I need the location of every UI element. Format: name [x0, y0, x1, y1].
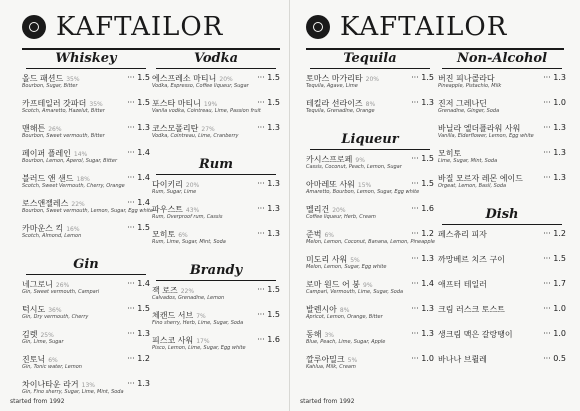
menu-item-description: Gin, Sweet vermouth, Campari [22, 289, 100, 295]
menu-item [22, 123, 150, 148]
menu-item [22, 173, 150, 198]
menu-item-name-text: 모히토 [438, 149, 462, 158]
menu-item-name-text: 로마 원드 어 붕 [306, 280, 360, 289]
menu-item-abv: 6% [324, 232, 334, 239]
menu-item-name-text: 바닐라 엘더플라워 사워 [438, 124, 521, 133]
menu-item-name-text: 파우스트 [152, 205, 183, 214]
section-title-rule [442, 224, 562, 225]
menu-item-price: ··· 1.5 [127, 304, 150, 313]
menu-item [22, 73, 150, 98]
menu-item [152, 179, 280, 204]
menu-item-abv: 9% [363, 282, 373, 289]
menu-item-abv: 43% [185, 207, 200, 214]
menu-item-description: Amaretto, Bourbon, Lemon, Sugar, Egg white [306, 189, 420, 195]
footer-text: started from 1992 [10, 398, 65, 405]
menu-item-description: Grenadine, Ginger, Soda [438, 108, 500, 114]
menu-item [438, 148, 566, 173]
menu-item-description: Rum, Sugar, Lime [152, 189, 197, 195]
menu-item-price: ··· 1.5 [543, 254, 566, 263]
menu-item-price: ··· 1.3 [257, 204, 280, 213]
menu-item [152, 73, 280, 98]
menu-item-price: ··· 1.5 [257, 98, 280, 107]
menu-item-price: ··· 1.2 [127, 354, 150, 363]
menu-item-abv: 20% [185, 182, 200, 189]
menu-item [438, 123, 566, 148]
menu-item-name-text: 생크림 맥은 갈랑땡이 [438, 330, 513, 339]
menu-item-abv: 26% [55, 282, 70, 289]
menu-item-description: Bourbon, Sugar, Bitter [22, 83, 78, 89]
menu-item [152, 285, 280, 310]
section-title-rule [310, 68, 430, 69]
menu-item-abv: 19% [203, 101, 218, 108]
menu-item-name-text: 올드 패션드 [22, 74, 64, 83]
section-title: Tequila [343, 51, 397, 66]
menu-item-description: Pineapple, Pistachio, Milk [438, 83, 502, 89]
menu-item-name-text: 발렌시아 [306, 305, 337, 314]
header [22, 10, 280, 48]
menu-item [306, 254, 434, 279]
menu-item-name-text: 크림 러스크 토스트 [438, 305, 505, 314]
menu-item-abv: 6% [48, 357, 58, 364]
menu-item-abv: 26% [48, 126, 62, 133]
menu-item-name-text: 잭 로즈 [152, 286, 178, 295]
menu-item-name-text: 로스앤젤레스 [22, 199, 69, 208]
menu-item-description: Orgeat, Lemon, Basil, Soda [438, 183, 507, 189]
menu-item [306, 204, 434, 229]
menu-item-price: ··· 1.4 [411, 279, 434, 288]
menu-item [438, 329, 566, 354]
menu-item-description: Vanilla, Elderflower, Lemon, Egg white [438, 133, 534, 139]
menu-item-price: ··· 1.5 [127, 98, 150, 107]
menu-item-description: Tequila, Agave, Lime [306, 83, 358, 89]
menu-item-price: ··· 1.3 [411, 304, 434, 313]
menu-item-name-text: 맨해튼 [22, 124, 46, 133]
menu-item [306, 279, 434, 304]
menu-item-abv: 3% [324, 332, 334, 339]
menu-item-description: Vodka, Espresso, Coffee liqueur, Sugar [152, 83, 249, 89]
menu-item-description: Lime, Sugar, Mint, Soda [438, 158, 498, 164]
menu-item-description: Pisco, Lemon, Lime, Sugar, Egg white [152, 345, 246, 351]
menu-item-description: Bourbon, Sweet vermouth, Bitter [22, 133, 105, 139]
menu-item [306, 179, 434, 204]
menu-item-abv: 16% [66, 226, 80, 233]
section-title: Non-Alcohol [456, 51, 548, 66]
menu-item-price: ··· 1.5 [411, 73, 434, 82]
menu-item-name-text: 포스타 마티니 [152, 99, 201, 108]
menu-item-description: Gin, Lime, Sugar [22, 339, 64, 345]
menu-item-name-text: 네그로니 [22, 280, 53, 289]
menu-item-description: Melon, Lemon, Sugar, Egg white [306, 264, 387, 270]
menu-item-abv: 22% [180, 288, 195, 295]
menu-item-abv: 14% [73, 151, 88, 158]
menu-item-price: ··· 1.4 [127, 279, 150, 288]
menu-item-abv: 15% [357, 182, 372, 189]
menu-item-description: Gin, Dry vermouth, Cherry [22, 314, 89, 320]
menu-item-name-text: 에스프레소 마티니 [152, 74, 217, 83]
section-title-rule [310, 149, 430, 150]
menu-item-price: ··· 1.5 [257, 73, 280, 82]
menu-item-price: ··· 1.3 [257, 179, 280, 188]
menu-item-abv: 5% [350, 257, 360, 264]
menu-item-price: ··· 1.5 [127, 73, 150, 82]
menu-item-price: ··· 1.4 [127, 173, 150, 182]
section-title-rule [156, 174, 276, 175]
menu-item-price: ··· 1.3 [411, 254, 434, 263]
header [306, 10, 564, 48]
menu-item-abv: 20% [365, 76, 379, 83]
column-right-2 [438, 50, 566, 379]
menu-item-abv: 35% [66, 76, 80, 83]
menu-item-description: Scotch, Amaretto, Hazelut, Bitter [22, 108, 105, 114]
brand-title: KAFTAILOR [56, 12, 224, 42]
menu-item-name-text: 까망베르 치즈 구이 [438, 255, 505, 264]
menu-item-name [438, 279, 490, 290]
menu-item-description: Cassis, Coconut, Peach, Lemon, Sugar [306, 164, 402, 170]
menu-item-description: Rum, Overproof rum, Cassis [152, 214, 223, 220]
menu-item [306, 354, 434, 379]
menu-item [306, 154, 434, 179]
menu-item [438, 229, 566, 254]
menu-item [22, 148, 150, 173]
menu-item [152, 335, 280, 360]
menu-item-description: Campari, Vermouth, Lime, Sugar, Soda [306, 289, 404, 295]
section-title: Brandy [189, 263, 243, 278]
menu-item [152, 310, 280, 335]
menu-item-price: ··· 1.0 [411, 354, 434, 363]
menu-item-abv: 18% [76, 176, 90, 183]
menu-item [438, 304, 566, 329]
menu-item-price: ··· 1.5 [127, 223, 150, 232]
column-left-2 [152, 50, 280, 360]
menu-item-abv: 6% [178, 232, 188, 239]
menu-item-name-text: 준벅 [306, 230, 322, 239]
section-title-rule [156, 68, 276, 69]
menu-item-price: ··· 1.6 [257, 335, 280, 344]
menu-item-description: Melon, Lemon, Coconut, Banana, Lemon, Pineapple [306, 239, 435, 245]
menu-item [306, 304, 434, 329]
menu-item-price: ··· 1.0 [543, 304, 566, 313]
menu-item-abv: 17% [196, 338, 210, 345]
menu-item [306, 229, 434, 254]
menu-item-name-text: 턱시도 [22, 305, 46, 314]
menu-item-price: ··· 1.6 [411, 204, 434, 213]
menu-item-price: ··· 1.4 [127, 148, 150, 157]
menu-item [152, 204, 280, 229]
menu-item-description: Blue, Peach, Lime, Sugar, Apple [306, 339, 386, 345]
menu-item [438, 279, 566, 304]
section-rum [152, 156, 280, 254]
menu-item-description: Fino sherry, Herb, Lime, Sugar, Soda [152, 320, 244, 326]
menu-item [22, 354, 150, 379]
section-whiskey [22, 50, 154, 248]
menu-item-description: Apricot, Lemon, Orange, Bitter [306, 314, 383, 320]
menu-item-price: ··· 1.7 [543, 279, 566, 288]
menu-item-price: ··· 1.5 [257, 285, 280, 294]
menu-item [438, 254, 566, 279]
menu-item-description: Rum, Lime, Sugar, Mint, Soda [152, 239, 226, 245]
menu-item-price: ··· 1.3 [411, 329, 434, 338]
menu-item-name-text: 피스코 사워 [152, 336, 194, 345]
menu-item-name [438, 304, 508, 315]
brand-title: KAFTAILOR [340, 12, 508, 42]
menu-item-name-text: 토마스 마가리타 [306, 74, 363, 83]
menu-item [438, 98, 566, 123]
menu-item-name-text: 차이나타운 라거 [22, 380, 79, 389]
menu-item [438, 173, 566, 198]
menu-item-price: ··· 1.3 [257, 229, 280, 238]
menu-item-name-text: 진토닉 [22, 355, 46, 364]
menu-item-description: Vanila vodka, Cointreau, Lime, Passion fruit [152, 108, 261, 114]
menu-item-name-text: 버진 피나콜라다 [438, 74, 495, 83]
menu-item-description: Vodka, Cointreau, Lime, Cranberry [152, 133, 239, 139]
menu-item-description: Gin, Fino sherry, Sugar, Lime, Mint, Soda [22, 389, 124, 395]
menu-page-right [290, 0, 580, 411]
column-right-1 [306, 50, 434, 379]
menu-item-name-text: 블러드 앤 샌드 [22, 174, 74, 183]
section-gin [22, 256, 150, 404]
menu-item-price: ··· 1.3 [543, 173, 566, 182]
menu-item [22, 304, 150, 329]
section-title-rule [442, 68, 562, 69]
menu-item [22, 279, 150, 304]
menu-item-abv: 13% [81, 382, 95, 389]
menu-item [306, 329, 434, 354]
logo-icon [22, 15, 46, 39]
menu-item-price: ··· 1.3 [411, 98, 434, 107]
menu-item-price: ··· 1.5 [411, 179, 434, 188]
section-title: Vodka [193, 51, 239, 66]
section-title: Rum [198, 157, 233, 172]
menu-item-description: Gin, Tonic water, Lemon [22, 364, 82, 370]
menu-item-name-text: 페스츄리 피자 [438, 230, 487, 239]
menu-item [22, 198, 154, 223]
menu-item-description: Scotch, Sweet Vermouth, Cherry, Orange [22, 183, 125, 189]
section-liqueur [306, 131, 434, 379]
section-brandy [152, 262, 280, 360]
menu-item-name-text: 김렛 [22, 330, 38, 339]
menu-item-name-text: 애프터 테일러 [438, 280, 487, 289]
menu-item-name-text: 다이키리 [152, 180, 183, 189]
section-vodka [152, 50, 280, 148]
menu-item-price: ··· 1.5 [257, 310, 280, 319]
section-title-rule [156, 280, 276, 281]
section-dish [438, 206, 566, 379]
menu-item-description: Coffee liqueur, Herb, Cream [306, 214, 376, 220]
menu-item [438, 73, 566, 98]
menu-item-name-text: 멜리건 [306, 205, 330, 214]
menu-item-abv: 20% [332, 207, 346, 214]
menu-item-name-text: 모히토 [152, 230, 176, 239]
menu-item-description: Kahlua, Milk, Cream [306, 364, 356, 370]
menu-item-price: ··· 1.3 [127, 123, 150, 132]
menu-item-name [438, 329, 516, 340]
menu-item-abv: 7% [196, 313, 206, 320]
menu-item-name-text: 코스모폴리탄 [152, 124, 199, 133]
menu-item-name [438, 354, 490, 365]
menu-item [438, 354, 566, 379]
menu-item [306, 98, 434, 123]
menu-item-name [438, 254, 508, 265]
menu-item-price: ··· 1.3 [543, 73, 566, 82]
menu-item-price: ··· 1.3 [543, 148, 566, 157]
menu-item-price: ··· 1.0 [543, 329, 566, 338]
menu-item-name-text: 카프테일러 갓파더 [22, 99, 87, 108]
menu-item-name [438, 229, 490, 240]
section-title-rule [26, 68, 146, 69]
menu-item-price: ··· 1.0 [543, 98, 566, 107]
menu-item-name-text: 동해 [306, 330, 322, 339]
column-left-1 [22, 50, 154, 404]
menu-item [22, 98, 150, 123]
menu-item-name-text: 깔루아밀크 [306, 355, 345, 364]
menu-item-price: ··· 1.3 [127, 329, 150, 338]
section-title: Whiskey [55, 51, 117, 66]
menu-item [152, 123, 280, 148]
menu-item-name-text: 카마운스 킥 [22, 224, 64, 233]
menu-item-name-text: 테킬라 선라이즈 [306, 99, 363, 108]
menu-item-abv: 8% [365, 101, 376, 108]
menu-item-description: Scotch, Almond, Lemon [22, 233, 82, 239]
section-title-rule [26, 274, 146, 275]
menu-item-abv: 22% [71, 201, 85, 208]
menu-item-price: ··· 1.2 [543, 229, 566, 238]
menu-item-name-text: 바질 모르자 레몬 에이드 [438, 174, 523, 183]
menu-item-abv: 35% [89, 101, 103, 108]
menu-item-name-text: 미도리 사워 [306, 255, 348, 264]
menu-item-description: Bourbon, Lemon, Aperol, Sugar, Bitter [22, 158, 118, 164]
section-title: Dish [485, 207, 519, 222]
menu-item-price: ··· 1.3 [257, 123, 280, 132]
menu-item-price: ··· 1.4 [127, 198, 150, 207]
menu-item-name-text: 진저 그레나딘 [438, 99, 487, 108]
menu-item-name-text: 페이퍼 플레인 [22, 149, 71, 158]
footer-text: started from 1992 [300, 398, 355, 405]
menu-item-name-text: 카시스프로페 [306, 155, 353, 164]
menu-item [22, 329, 150, 354]
menu-item-abv: 25% [40, 332, 54, 339]
section-non-alcohol [438, 50, 566, 198]
menu-item-price: ··· 1.3 [127, 379, 150, 388]
menu-item-abv: 5% [347, 357, 358, 364]
menu-item-abv: 27% [201, 126, 215, 133]
menu-item [306, 73, 434, 98]
section-title: Liqueur [341, 132, 399, 147]
menu-item-abv: 8% [339, 307, 350, 314]
menu-item-name-text: 바나나 브륄레 [438, 355, 487, 364]
menu-item-abv: 9% [355, 157, 365, 164]
menu-item-price: ··· 0.5 [543, 354, 566, 363]
section-title: Gin [73, 257, 99, 272]
logo-icon [306, 15, 330, 39]
menu-item-description: Calvados, Grenadine, Lemon [152, 295, 225, 301]
menu-item [22, 223, 150, 248]
menu-item-price: ··· 1.2 [411, 229, 434, 238]
menu-item [152, 229, 280, 254]
menu-item-name-text: 체캔드 서브 [152, 311, 194, 320]
menu-item-description: Bourbon, Sweet vermouth, Lemon, Sugar, Egg white [22, 208, 154, 214]
menu-item-abv: 36% [48, 307, 62, 314]
menu-item-abv: 20% [219, 76, 233, 83]
menu-item-price: ··· 1.3 [543, 123, 566, 132]
section-tequila [306, 50, 434, 123]
menu-item-name-text: 아마레또 사워 [306, 180, 355, 189]
menu-item-price: ··· 1.5 [411, 154, 434, 163]
menu-item-description: Tequila, Grenadine, Orange [306, 108, 375, 114]
menu-item [152, 98, 280, 123]
